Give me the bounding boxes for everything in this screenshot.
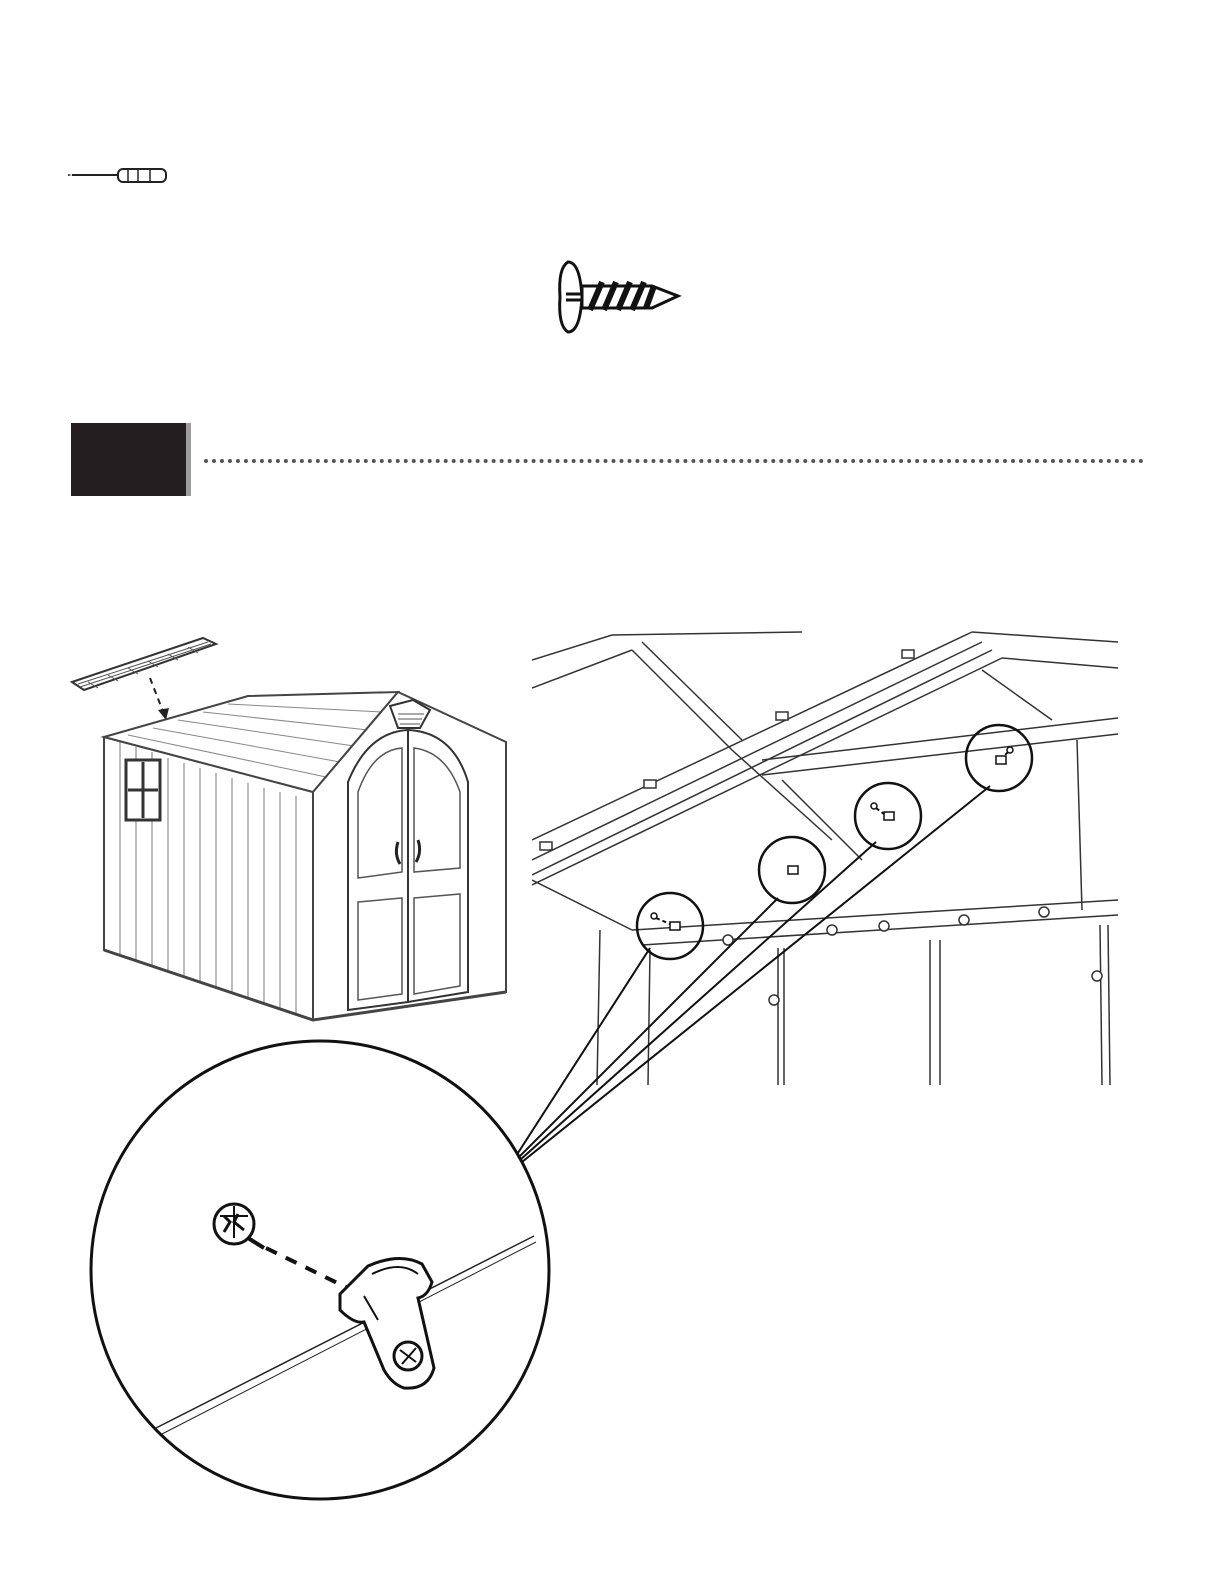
screw-closeup-zoom xyxy=(88,1038,552,1502)
